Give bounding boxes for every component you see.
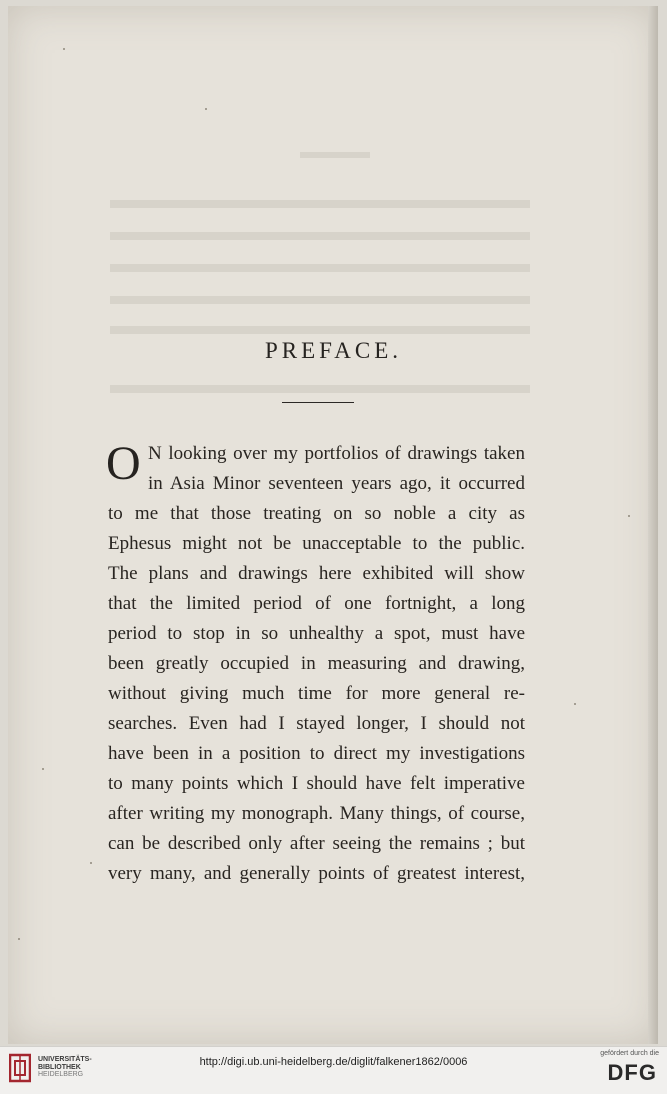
book-page xyxy=(8,6,658,1044)
text-line: Ephesus might not be unacceptable to the public. xyxy=(108,533,525,554)
text-line: The plans and drawings here exhibited will show xyxy=(108,563,525,584)
text-line: very many, and generally points of greatest interest, xyxy=(108,863,525,884)
library-line: UNIVERSITÄTS- xyxy=(38,1056,92,1063)
page-title: PREFACE. xyxy=(264,338,403,363)
paper-speck xyxy=(205,108,207,110)
bleed-through-mark xyxy=(110,296,530,304)
text-line: have been in a position to direct my investigations xyxy=(108,743,525,764)
bleed-through-mark xyxy=(110,232,530,240)
paper-speck xyxy=(18,938,20,940)
bleed-through-mark xyxy=(110,385,530,393)
dfg-logo: DFG xyxy=(607,1060,657,1085)
paper-speck xyxy=(90,862,92,864)
page-spine-shadow xyxy=(648,6,658,1044)
text-line: period to stop in so unhealthy a spot, must have xyxy=(108,623,525,644)
text-line: been greatly occupied in measuring and drawing, xyxy=(108,653,525,674)
title-divider xyxy=(282,402,354,403)
paper-speck xyxy=(628,515,630,517)
bleed-through-mark xyxy=(110,326,530,334)
text-line: to many points which I should have felt imperative xyxy=(108,773,525,794)
text-line: in Asia Minor seventeen years ago, it occurred xyxy=(148,473,525,494)
text-line: to me that those treating on so noble a city as xyxy=(108,503,525,524)
paper-speck xyxy=(63,48,65,50)
text-line: can be described only after seeing the remains ; but xyxy=(108,833,525,854)
bleed-through-mark xyxy=(110,200,530,208)
drop-cap: O xyxy=(106,437,141,490)
bleed-through-mark xyxy=(110,264,530,272)
text-line: N looking over my portfolios of drawings taken xyxy=(148,443,525,464)
text-line: searches. Even had I stayed longer, I should not xyxy=(108,713,525,734)
paper-speck xyxy=(42,768,44,770)
text-line: that the limited period of one fortnight, a long xyxy=(108,593,525,614)
library-line: BIBLIOTHEK xyxy=(38,1063,81,1071)
text-line: after writing my monograph. Many things, of course, xyxy=(108,803,525,824)
permalink-url[interactable]: http://digi.ub.uni-heidelberg.de/diglit/falkener1862/0006 xyxy=(199,1056,468,1068)
library-line: HEIDELBERG xyxy=(38,1071,84,1078)
paper-speck xyxy=(574,703,576,705)
funding-note: gefördert durch die xyxy=(600,1050,659,1057)
text-line: without giving much time for more general re- xyxy=(108,683,525,704)
bleed-through-mark xyxy=(300,152,370,158)
